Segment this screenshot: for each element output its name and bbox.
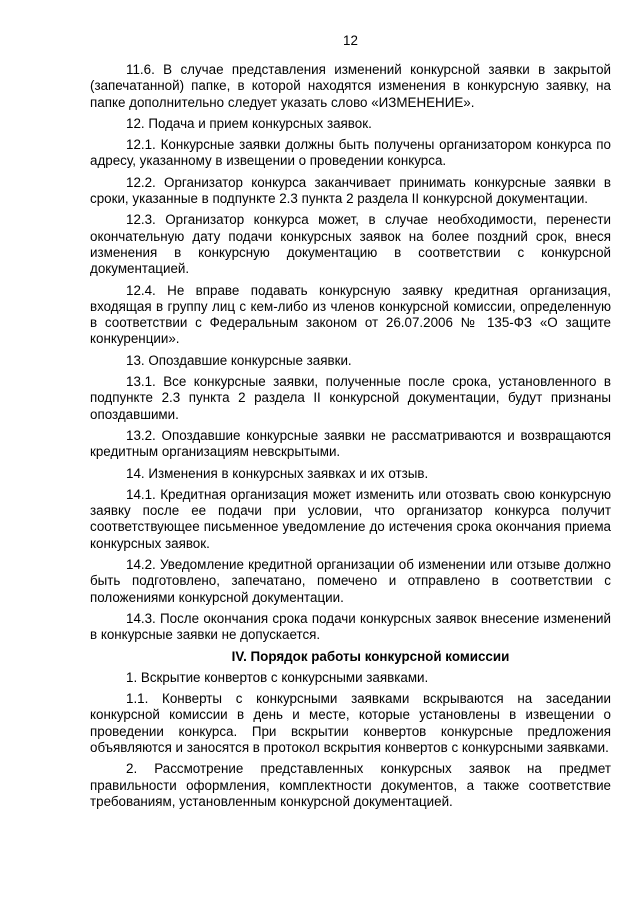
paragraph-12-4: 12.4. Не вправе подавать конкурсную заявку кредитная организация, входящая в группу лиц с кем-либо из членов конкурсной комиссии, определенную в соответствии с Федеральным законом от 26.07.2006 № 135-ФЗ «О защите конкуренции». xyxy=(90,282,611,347)
paragraph-13-heading: 13. Опоздавшие конкурсные заявки. xyxy=(126,352,352,368)
paragraph-14-heading: 14. Изменения в конкурсных заявках и их отзыв. xyxy=(126,465,429,481)
paragraph-14-2: 14.2. Уведомление кредитной организации об изменении или отзыве должно быть подготовлено, запечатано, помечено и отправлено в соответствии с положениями конкурсной документации. xyxy=(90,557,611,605)
paragraph-12-3: 12.3. Организатор конкурса может, в случае необходимости, перенести окончательную дату подачи конкурсных заявок на более поздний срок, внеся изменения в конкурсную документацию в соответствии с конкурсной документацией. xyxy=(90,212,611,277)
paragraph-12-2: 12.2. Организатор конкурса заканчивает принимать конкурсные заявки в сроки, указанные в подпункте 2.3 пункта 2 раздела II конкурсной документации. xyxy=(90,174,611,207)
paragraph-12-1: 12.1. Конкурсные заявки должны быть получены организатором конкурса по адресу, указанному в извещении о проведении конкурса. xyxy=(90,137,611,169)
paragraph-13-1: 13.1. Все конкурсные заявки, полученные после срока, установленного в подпункте 2.3 пункта 2 раздела II конкурсной документации, будут признаны опоздавшими. xyxy=(90,374,611,422)
paragraph-iv-2: 2. Рассмотрение представленных конкурсных заявок на предмет правильности оформления, комплектности документов, а также соответствие требованиям, установленным конкурсной документацией. xyxy=(90,761,611,809)
paragraph-13-2: 13.2. Опоздавшие конкурсные заявки не рассматриваются и возвращаются кредитным организациям невскрытыми. xyxy=(90,427,611,460)
paragraph-14-1: 14.1. Кредитная организация может изменить или отозвать свою конкурсную заявку после ее подачи при условии, что организатор конкурса получит соответствующее письменное уведомление до истечения срока окончания приема конкурсных заявок. xyxy=(90,486,611,551)
paragraph-11-6: 11.6. В случае представления изменений конкурсной заявки в закрытой (запечатанной) папке, в которой находятся изменения в конкурсную заявку, на папке дополнительно следует указать слово «ИЗМЕНЕНИЕ». xyxy=(90,62,611,110)
section-heading: IV. Порядок работы конкурсной комиссии xyxy=(231,648,510,664)
paragraph-iv-1-1: 1.1. Конверты с конкурсными заявками вскрываются на заседании конкурсной комиссии в день и месте, которые установлены в извещении о проведении конкурса. При вскрытии конвертов конкурсные предложения объявляются и заносятся в протокол вскрытия конвертов с конкурсными заявками. xyxy=(90,691,611,755)
paragraph-14-3: 14.3. После окончания срока подачи конкурсных заявок внесение изменений в конкурсные заявки не допускается. xyxy=(90,610,611,643)
paragraph-iv-1-heading: 1. Вскрытие конвертов с конкурсными заявками. xyxy=(126,669,429,685)
paragraph-12-heading: 12. Подача и прием конкурсных заявок. xyxy=(126,115,372,131)
page-number: 12 xyxy=(343,33,358,48)
